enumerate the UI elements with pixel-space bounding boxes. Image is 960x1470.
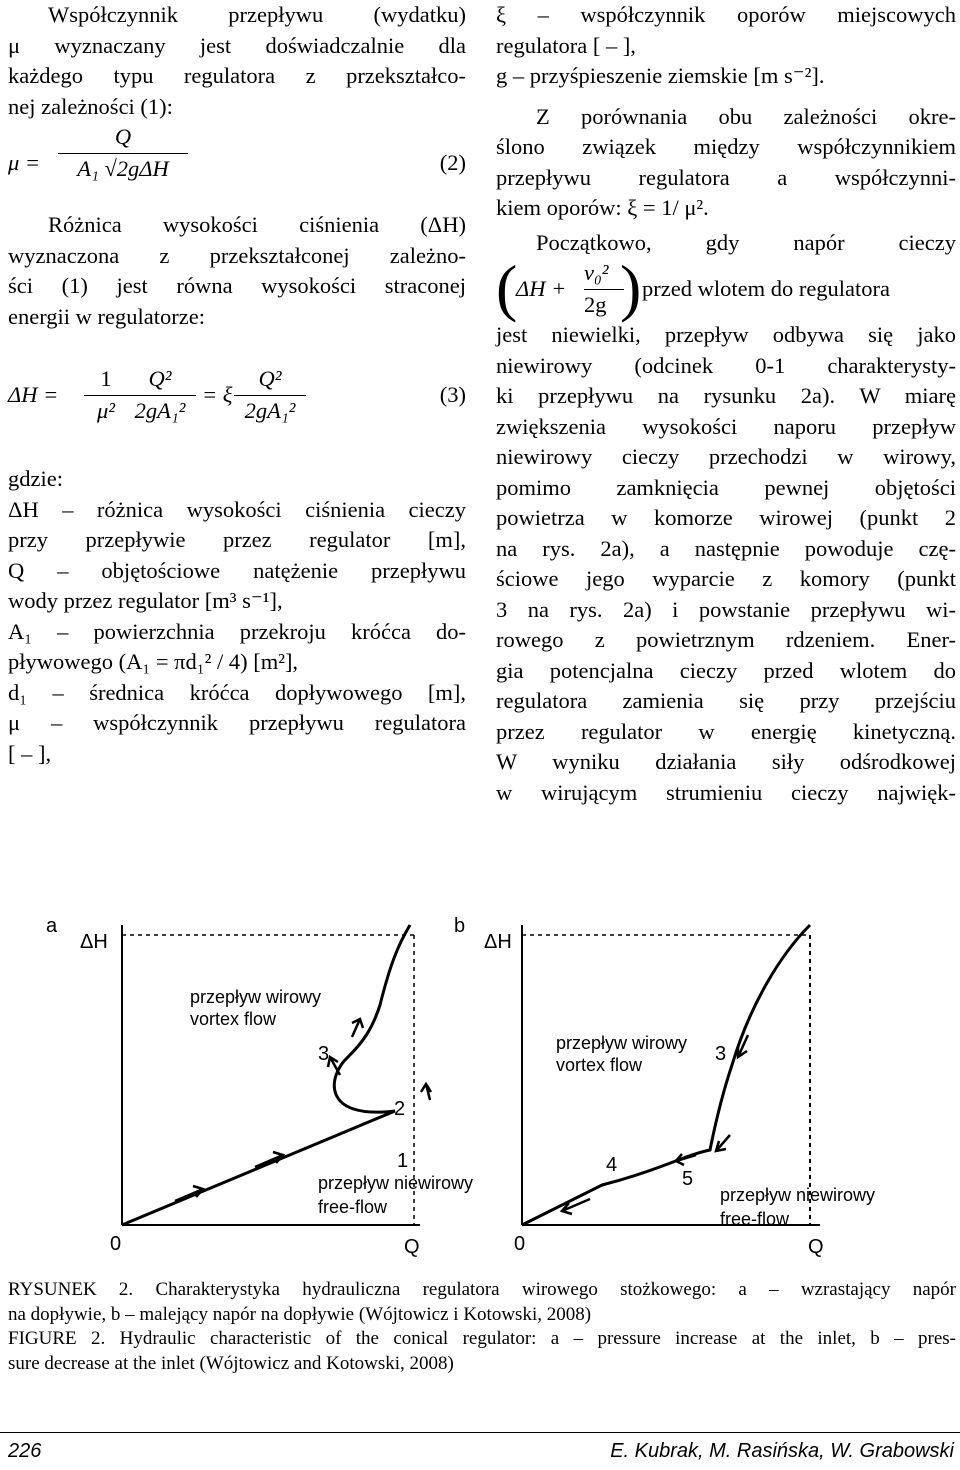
inline-formula xyxy=(496,252,956,323)
equation-3 xyxy=(8,346,466,464)
text-line: ściowe jego wyparcie z komory (punkt xyxy=(496,566,956,591)
panel-label: a xyxy=(46,915,58,937)
freeflow-label-en: free-flow xyxy=(720,1209,790,1229)
paragraph-1 xyxy=(8,0,466,122)
footer-rule xyxy=(0,1432,960,1433)
eq-mid: = ξ xyxy=(202,382,233,407)
text-line: gia potencjalna cieczy przed wlotem do xyxy=(496,657,956,683)
arrow-icon xyxy=(421,1084,431,1100)
figure-panel-a xyxy=(0,915,474,1265)
paragraph-2 xyxy=(8,210,466,332)
freeflow-label: przepływ niewirowy xyxy=(318,1173,474,1193)
definitions-list xyxy=(8,495,466,770)
text-line: kiem oporów: ξ = 1/ μ². xyxy=(496,195,709,220)
y-axis-label: ΔH xyxy=(80,931,108,953)
definition-line: pływowego (A₁ = πd₁² / 4) [m²], xyxy=(8,649,299,674)
formula-trailing-text: przed wlotem do regulatora xyxy=(642,276,891,301)
text-line: niewirowy cieczy przechodzi w wirowy, xyxy=(496,444,956,469)
eq-lhs: ΔH = xyxy=(8,382,59,407)
text-line: ki przepływu na rysunku 2a). W miarę xyxy=(496,383,956,408)
eq-denominator: 2gA₁² xyxy=(124,395,196,427)
characteristic-curve xyxy=(522,925,810,1225)
eq-numerator: Q² xyxy=(148,366,172,391)
figure-caption xyxy=(8,1278,956,1376)
definition-line: wody przez regulator [m³ s⁻¹], xyxy=(8,588,283,613)
point-label: 5 xyxy=(682,1168,694,1190)
formula-denominator: 2g xyxy=(584,289,624,321)
freeflow-label-en: free-flow xyxy=(318,1197,388,1217)
panel-label: b xyxy=(454,915,466,937)
definition-line: ξ – współczynnik oporów miejscowych xyxy=(496,2,956,27)
definition-line: g – przyśpieszenie ziemskie [m s⁻²]. xyxy=(496,63,825,88)
eq-denominator: 2gA₁² xyxy=(234,395,306,427)
arrow-icon xyxy=(175,1186,203,1201)
definition-line: Q – objętościowe natężenie przepływu xyxy=(8,557,466,583)
text-line: w wirującym strumieniu cieczy najwięk- xyxy=(496,779,956,805)
freeflow-label: przepływ niewirowy xyxy=(720,1185,876,1205)
text-line: 3 na rys. 2a) i powstanie przepływu wi- xyxy=(496,596,956,622)
paragraph-3 xyxy=(496,102,956,224)
caption-line: FIGURE 2. Hydraulic characteristic of the conical regulator: a – pressure increase at the inlet, b – pres- xyxy=(8,1328,956,1349)
arrow-icon xyxy=(716,1135,730,1151)
text-line: przez regulator w energię kinetyczną. xyxy=(496,718,956,744)
point-label: 3 xyxy=(715,1043,727,1065)
footer-authors: E. Kubrak, M. Rasińska, W. Grabowski xyxy=(610,1440,954,1462)
text-line: zwiększenia wysokości naporu przepływ xyxy=(496,413,956,439)
eq-fraction xyxy=(84,364,128,426)
formula-dh: ΔH + xyxy=(516,276,567,301)
x-axis-label: Q xyxy=(404,1236,420,1258)
vortex-label-en: vortex flow xyxy=(556,1055,643,1075)
paragraph-4 xyxy=(496,228,956,809)
x-axis-label: Q xyxy=(808,1236,824,1258)
eq-denominator: μ² xyxy=(84,395,128,427)
text-line: wyznaczona z przekształconej zależno- xyxy=(8,242,466,268)
point-label: 4 xyxy=(606,1154,618,1176)
definition-line: A₁ – powierzchnia przekroju króćca do- xyxy=(8,618,466,644)
formula-fraction xyxy=(584,258,624,320)
caption-line: RYSUNEK 2. Charakterystyka hydrauliczna regulatora wirowego stożkowego: a – wzrastający napór xyxy=(8,1279,956,1300)
text-line: Różnica wysokości ciśnienia (ΔH) xyxy=(48,212,466,237)
eq-fraction xyxy=(234,364,306,426)
text-line: μ wyznaczany jest doświadczalnie dla xyxy=(8,32,466,58)
equation-number: (2) xyxy=(439,150,466,175)
symbol-definitions xyxy=(496,0,956,92)
text-line: niewirowy (odcinek 0-1 charakterysty- xyxy=(496,352,956,378)
y-axis-label: ΔH xyxy=(484,931,512,953)
definition-line: ΔH – różnica wysokości ciśnienia cieczy xyxy=(8,496,466,522)
text-line: pomimo zamknięcia pewnej objętości xyxy=(496,474,956,500)
definition-line: [ – ], xyxy=(8,740,52,766)
eq-numerator: Q xyxy=(114,124,132,149)
page-number: 226 xyxy=(8,1440,42,1462)
equation-number: (3) xyxy=(439,382,466,407)
text-line: na rys. 2a), a następnie powoduje czę- xyxy=(496,535,956,561)
eq-lhs: μ = xyxy=(8,150,41,175)
text-line: ślono związek między współczynnikiem xyxy=(496,134,956,159)
definition-line: regulatora [ – ], xyxy=(496,32,636,58)
arrow-icon xyxy=(328,1057,340,1075)
origin-label: 0 xyxy=(110,1233,122,1255)
right-column xyxy=(496,0,956,808)
text-line: Współczynnik przepływu (wydatku) xyxy=(48,2,466,27)
paren-open: ( xyxy=(496,252,518,323)
eq-fraction xyxy=(58,122,188,184)
caption-line: sure decrease at the inlet (Wójtowicz and Kotowski, 2008) xyxy=(8,1352,454,1374)
point-label: 1 xyxy=(397,1150,409,1172)
text-line: nej zależności (1): xyxy=(8,93,173,119)
text-line: W wyniku działania siły odśrodkowej xyxy=(496,749,956,774)
text-line: rowego z powietrznym rdzeniem. Ener- xyxy=(496,627,956,652)
paren-close: ) xyxy=(620,252,642,323)
vortex-label: przepływ wirowy xyxy=(190,987,322,1007)
vortex-label-en: vortex flow xyxy=(190,1009,277,1029)
definition-line: d₁ – średnica króćca dopływowego [m], xyxy=(8,679,466,705)
eq-fraction xyxy=(124,364,196,426)
eq-denominator: A₁ √2gΔH xyxy=(58,153,188,185)
eq-numerator: Q² xyxy=(258,366,282,391)
origin-label: 0 xyxy=(514,1233,526,1255)
arrow-icon xyxy=(352,1019,363,1037)
text-line: każdego typu regulatora z przekształco- xyxy=(8,63,466,88)
eq-numerator: 1 xyxy=(100,366,112,391)
point-label: 3 xyxy=(318,1043,330,1065)
text-line: jest niewielki, przepływ odbywa się jako xyxy=(496,322,956,347)
point-label: 2 xyxy=(394,1098,406,1120)
where-label: gdzie: xyxy=(8,466,63,491)
equation-2 xyxy=(8,122,466,210)
text-line: energii w regulatorze: xyxy=(8,303,205,329)
formula-numerator: v₀² xyxy=(584,260,609,285)
figure-panel-b xyxy=(454,915,940,1265)
text-line: przepływu regulatora a współczynni- xyxy=(496,164,956,190)
left-column xyxy=(8,0,466,769)
vortex-label: przepływ wirowy xyxy=(556,1033,688,1053)
definition-line: μ – współczynnik przepływu regulatora xyxy=(8,710,466,735)
text-line: ści (1) jest równa wysokości straconej xyxy=(8,273,466,298)
text-line: Z porównania obu zależności okre- xyxy=(536,103,956,129)
caption-line: na dopływie, b – malejący napór na dopływie (Wójtowicz i Kotowski, 2008) xyxy=(8,1303,592,1325)
text-line: Początkowo, gdy napór cieczy xyxy=(536,229,956,255)
text-line: regulatora zamienia się przy przejściu xyxy=(496,688,956,713)
text-line: powietrza w komorze wirowej (punkt 2 xyxy=(496,505,956,530)
definition-line: przy przepływie przez regulator [m], xyxy=(8,527,466,552)
